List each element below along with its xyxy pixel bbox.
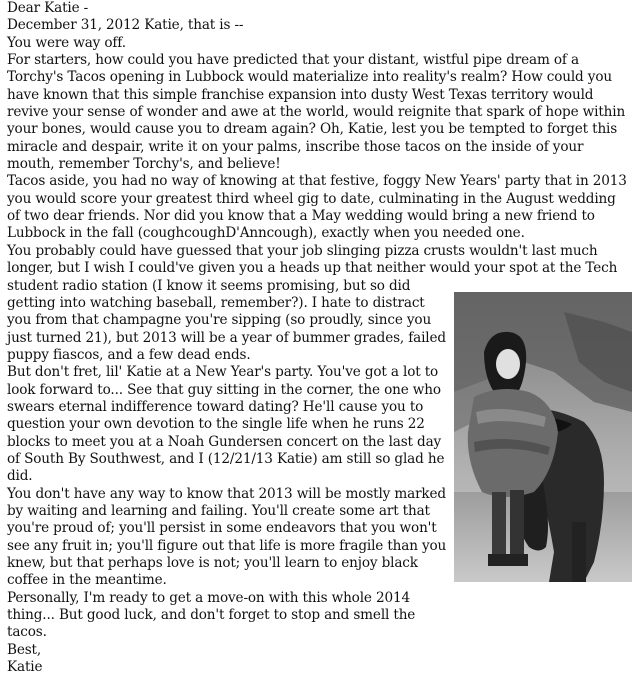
date-line: December 31, 2012 Katie, that is -- — [7, 17, 244, 34]
closing: Best, — [7, 641, 42, 658]
photo-wrap-box — [447, 292, 629, 592]
letter-body — [7, 0, 629, 676]
paragraph-7: Personally, I'm ready to get a move-on with this whole 2014 thing... But good luck, and don't forget to stop and smell the tacos. — [7, 589, 416, 641]
paragraph-1: You were way off. — [7, 34, 126, 51]
signature: Katie — [7, 659, 43, 676]
paragraph-2: For starters, how could you have predicted that your distant, wistful pipe dream of a Torchy's Tacos opening in Lubbock would materialize into reality's realm? How could you have known that this simple franchise expansion into dusty West Texas territory would revive your sense of wonder and awe at the world, would reignite that spark of hope within your bones, would cause you to dream again? Oh, Katie, lest you be tempted to forget this miracle and despair, write it on your palms, inscribe those tacos on the inside of your mouth, remember Torchy's, and believe! — [7, 52, 626, 173]
paragraph-6: You don't have any way to know that 2013 will be mostly marked by waiting and learning and failing. You'll create some art that you're proud of; you'll persist in some endeavors that you won't see any fruit in; you'll figure out that life is more fragile than you knew, but that perhaps love is not; you'll learn to enjoy black coffee in the meantime. — [7, 485, 447, 589]
salutation: Dear Katie - — [7, 0, 89, 16]
paragraph-5: But don't fret, lil' Katie at a New Year's party. You've got a lot to look forward to... See that guy sitting in the corner, the one who swears eternal indifference toward dating? He'll cause you to question your own devotion to the single life when he runs 22 blocks to meet you at a Noah Gundersen concert on the last day of South By Southwest, and I (12/21/13 Katie) am still so glad he did. — [7, 364, 445, 485]
paragraph-3: Tacos aside, you had no way of knowing at that festive, foggy New Years' party that in 2013 you would score your greatest third wheel gig to date, culminating in the August wedding of two dear friends. Nor did you know that a May wedding would bring a new friend to Lubbock in the fall (coughcoughD'Anncough), exactly when you needed one. — [7, 173, 627, 242]
paragraph-4: You probably could have guessed that your job slinging pizza crusts wouldn't last much longer, but I wish I could've given you a heads up that neither would your spot at the Tech student radio station (I know it seems promising, but so did getting into watching baseball, remember?). I hate to distract you from that champagne you're sipping (so proudly, since you just turned 21), but 2013 will be a year of bummer grades, failed puppy fiascos, and a few dead ends. — [7, 242, 618, 363]
